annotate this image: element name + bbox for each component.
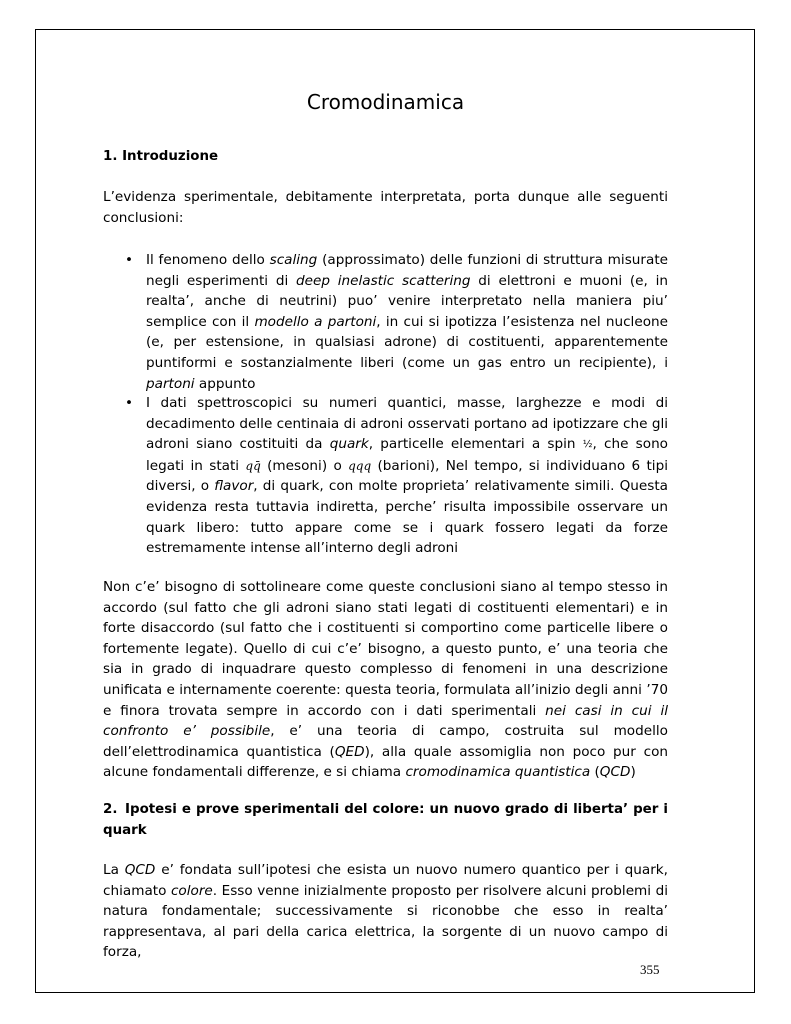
intro-paragraph: L’evidenza sperimentale, debitamente interpretata, porta dunque alle seguenti conclusioni: xyxy=(103,189,668,226)
bullet-2-text: I dati spettroscopici su numeri quantici, masse, larghezze e modi di decadimento delle centinaia di adroni osservati portano ad ipotizzare che gli adroni siano costituiti da quark, particelle elementari a spin ½, che sono legati in stati qq̄ (mesoni) o qqq (barioni), Nel tempo, si individuano 6 tipi diversi, o flavor, di quark, con molte proprieta’ relativamente simili. Questa evidenza resta tuttavia indiretta, perche’ risulta impossibile osservare un quark libero: tutto appare come se i quark fossero legati da forze estremamente intense all’interno degli adroni xyxy=(146,395,669,557)
meson-notation: qq̄ xyxy=(245,458,261,473)
section-2-paragraph: La QCD e’ fondata sull’ipotesi che esista un nuovo numero quantico per i quark, chiamato colore. Esso venne inizialmente proposto per risolvere alcuni problemi di natura fondamentale; successivamente si riconobbe che esso in realta’ rappresentava, al pari della carica elettrica, la sorgente di un nuovo campo di forza, xyxy=(103,862,668,961)
section-2-heading: 2. Ipotesi e prove sperimentali del colore: un nuovo grado di liberta’ per i quark xyxy=(103,802,668,838)
bullet-marker: • xyxy=(125,252,134,268)
spin-fraction: ½ xyxy=(582,439,593,451)
bullet-1-text: Il fenomeno dello scaling (approssimato) delle funzioni di struttura misurate negli esperimenti di deep inelastic scattering di elettroni e muoni (e, in realta’, anche di neutrini) puo’ venire interpretato nella maniera piu’ semplice con il modello a partoni, in cui si ipotizza l’esistenza nel nucleone (e, per estensione, in qualsiasi adrone) di costituenti, apparentemente puntiformi e sostanzialmente liberi (come un gas entro un recipiente), i partoni appunto xyxy=(146,252,669,392)
bullet-marker: • xyxy=(125,395,134,411)
page-title: Cromodinamica xyxy=(306,90,465,114)
conclusion-paragraph: Non c’e’ bisogno di sottolineare come queste conclusioni siano al tempo stesso in accordo (sul fatto che gli adroni siano stati legati di costituenti elementari) e in forte disaccordo (sul fatto che i costituenti si comportino come particelle libere o fortemente legate). Quello di cui c’e’ bisogno, a questo punto, e’ una teoria che sia in grado di inquadrare questo complesso di fenomeni in una descrizione unificata e internamente coerente: questa teoria, formulata all’inizio degli anni ’70 e finora trovata sempre in accordo con i dati sperimentali nei casi in cui il confronto e’ possibile, e’ una teoria di campo, costruita sul modello dell’elettrodinamica quantistica (QED), alla quale assomiglia non poco pur con alcune fondamentali differenze, e si chiama cromodinamica quantistica (QCD) xyxy=(103,579,668,781)
section-1-heading: 1. Introduzione xyxy=(103,149,219,164)
baryon-notation: qqq xyxy=(348,458,372,473)
page-number: 355 xyxy=(640,962,660,977)
